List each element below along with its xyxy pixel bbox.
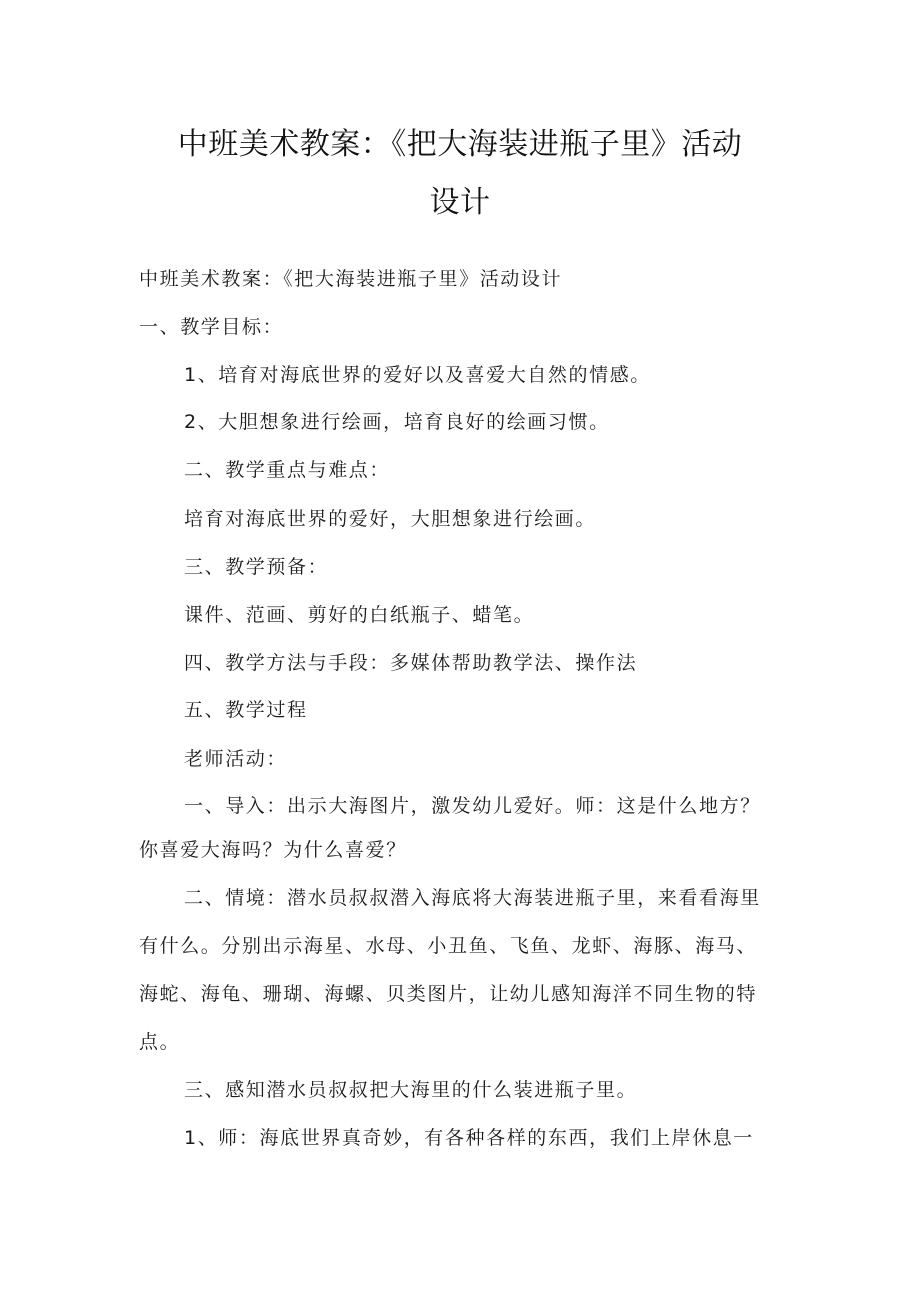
subtitle-paragraph: 中班美术教案：《把大海装进瓶子里》活动设计 [139,268,563,290]
scenario-paragraph-line-2: 有什么。分别出示海星、水母、小丑鱼、飞鱼、龙虾、海豚、海马、 [139,935,758,957]
section-heading-perceive: 三、感知潜水员叔叔把大海里的什么装进瓶子里。 [184,1079,638,1101]
goal-item-1: 1、培育对海底世界的爱好以及喜爱大自然的情感。 [184,364,651,386]
preparation-text: 课件、范画、剪好的白纸瓶子、蜡笔。 [184,604,535,626]
teacher-activity-label: 老师活动： [184,748,288,770]
intro-paragraph-line-2: 你喜爱大海吗？为什么喜爱？ [139,839,407,861]
goal-item-2: 2、大胆想象进行绘画，培育良好的绘画习惯。 [184,411,610,433]
section-heading-process: 五、教学过程 [184,699,308,721]
section-heading-goals: 一、教学目标： [139,316,284,338]
section-heading-methods: 四、教学方法与手段：多媒体帮助教学法、操作法 [184,652,638,674]
scenario-paragraph-line-1: 二、情境：潜水员叔叔潜入海底将大海装进瓶子里，来看看海里 [184,887,761,909]
document-title-line-2: 设计 [429,185,491,220]
document-title-line-1: 中班美术教案：《把大海装进瓶子里》活动 [177,127,743,162]
scenario-paragraph-line-4: 点。 [139,1031,181,1053]
key-points-text: 培育对海底世界的爱好，大胆想象进行绘画。 [184,508,597,530]
perceive-item-1: 1、师：海底世界真奇妙，有各种各样的东西，我们上岸休息一 [184,1127,754,1149]
scenario-paragraph-line-3: 海蛇、海龟、珊瑚、海螺、贝类图片，让幼儿感知海洋不同生物的特 [139,983,758,1005]
section-heading-key-points: 二、教学重点与难点： [184,459,391,481]
intro-paragraph-line-1: 一、导入：出示大海图片，激发幼儿爱好。师：这是什么地方？ [184,795,761,817]
section-heading-preparation: 三、教学预备： [184,556,329,578]
